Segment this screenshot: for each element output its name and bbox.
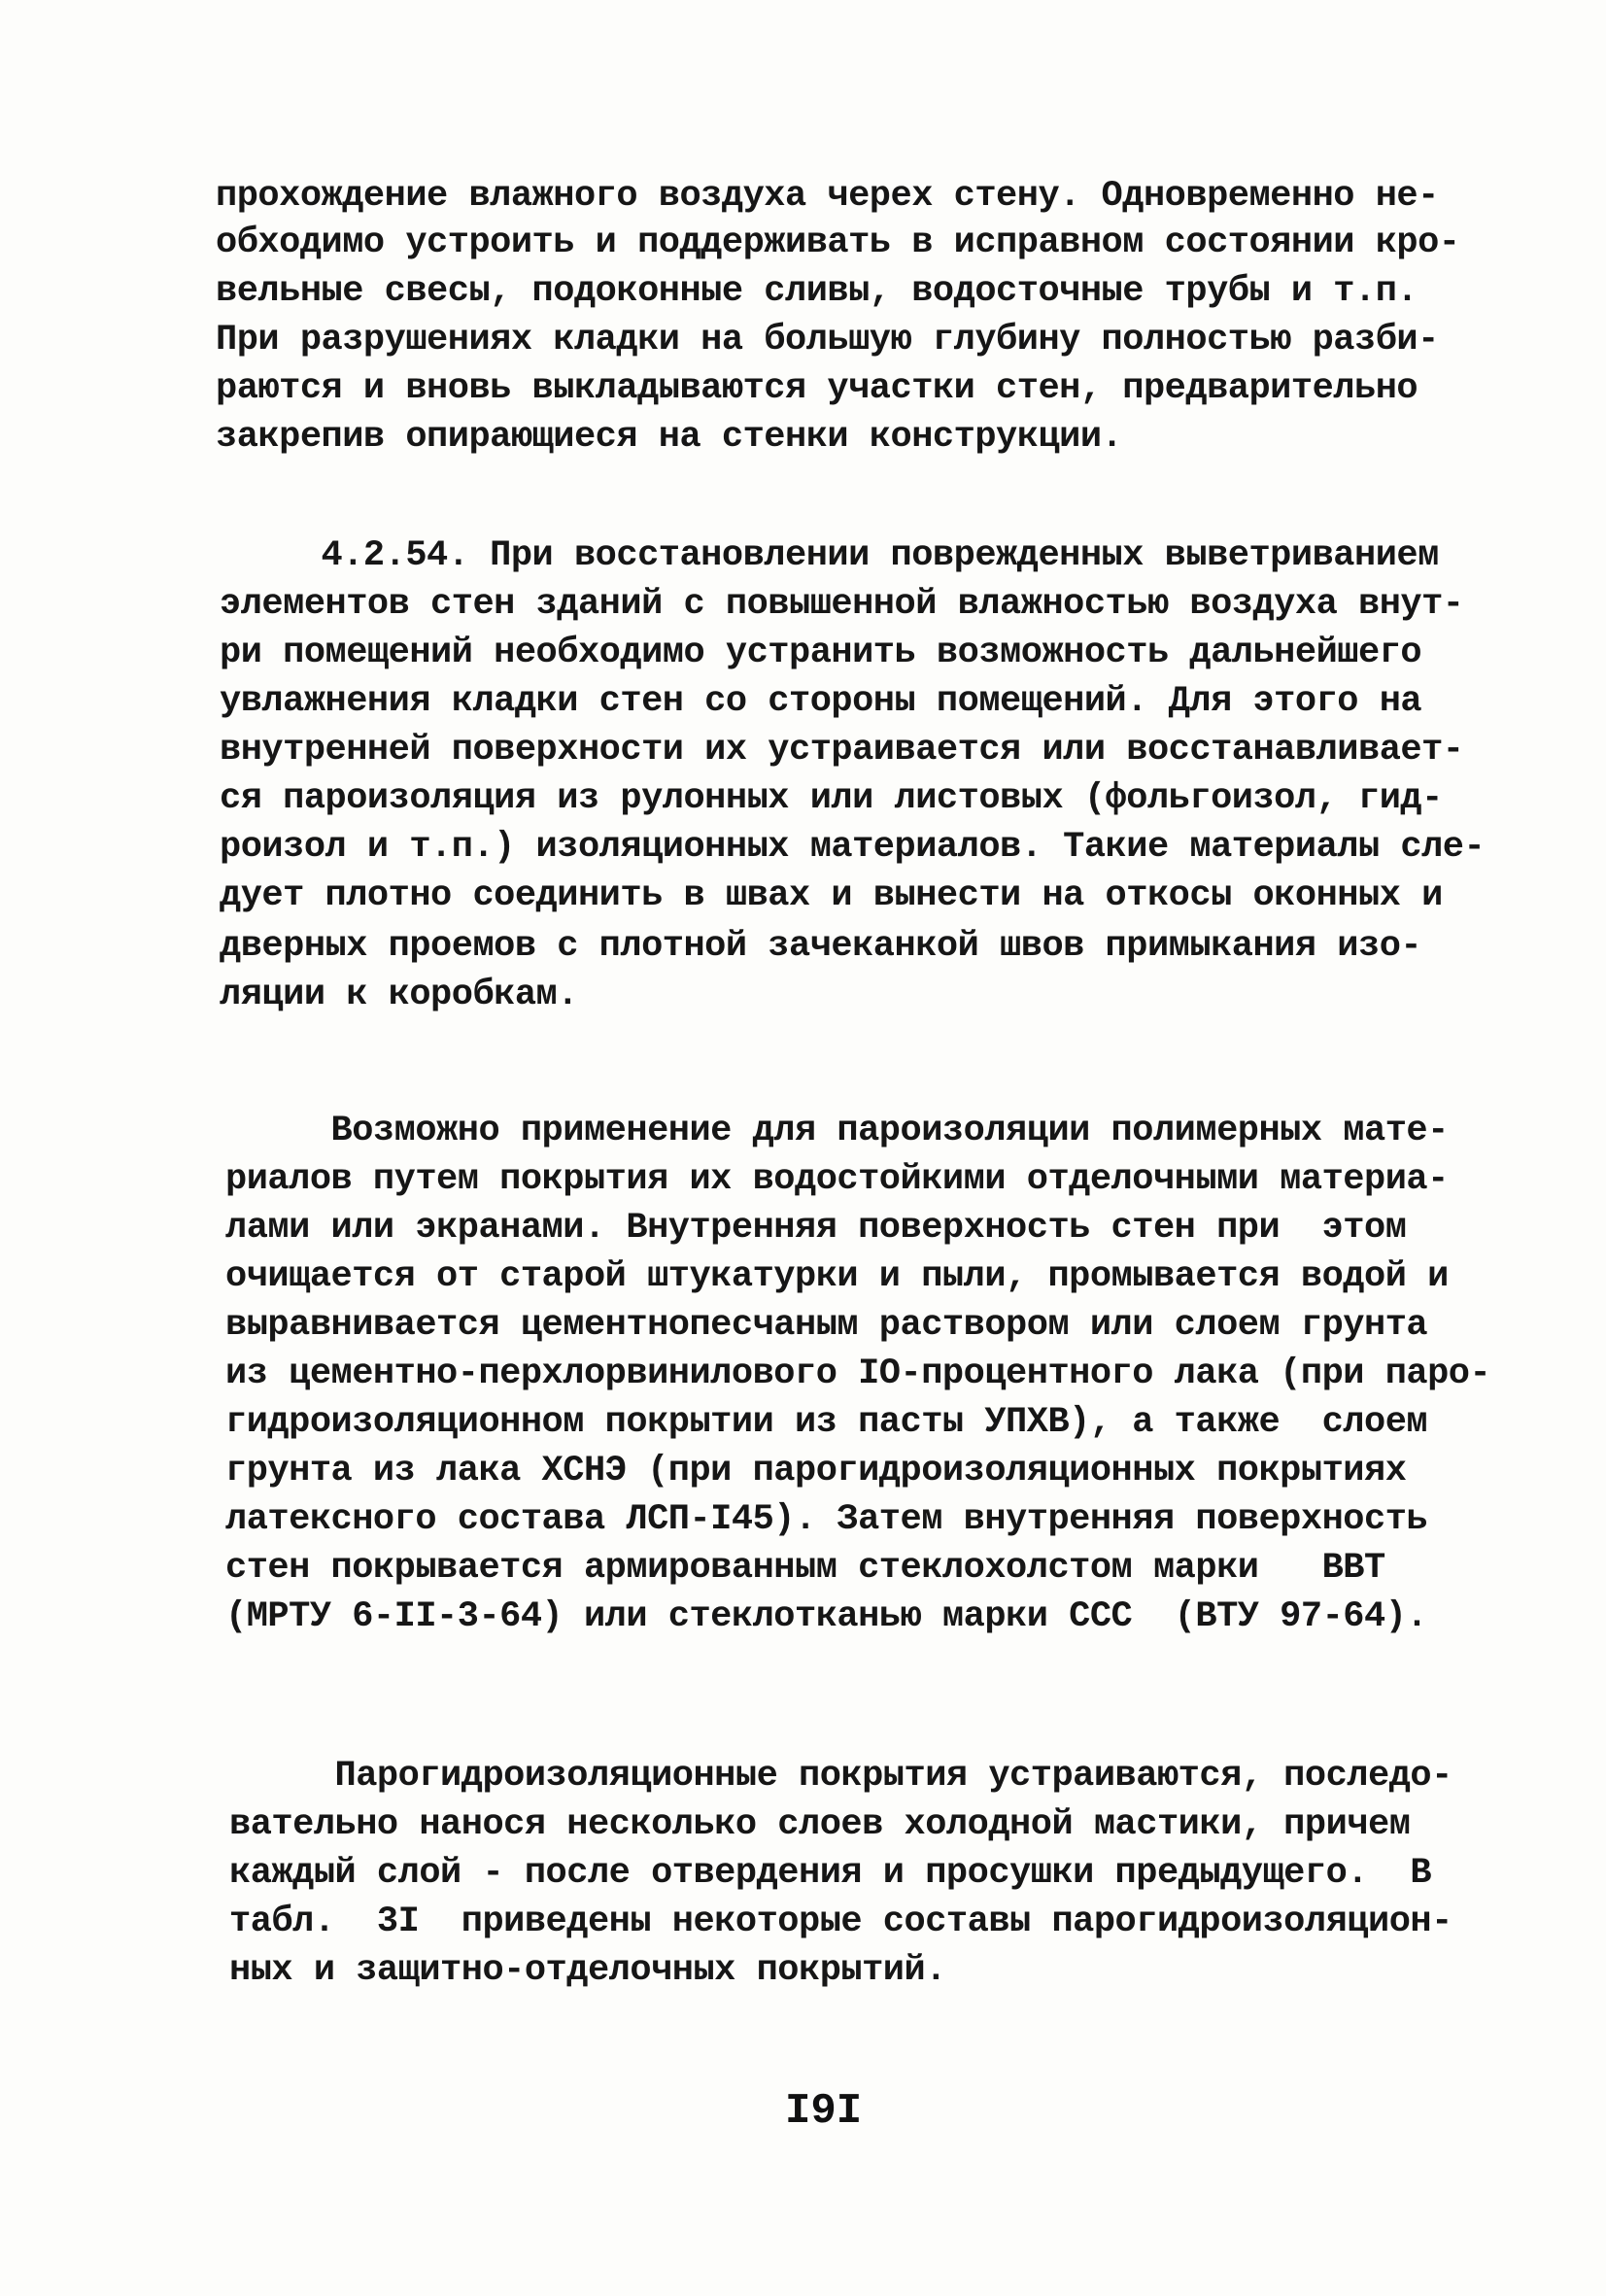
text-line: табл. 3I приведены некоторые составы парогидроизоляцион-: [229, 1902, 1452, 1942]
text-line: обходимо устроить и поддерживать в исправном состоянии кро-: [216, 223, 1460, 263]
text-line: раются и вновь выкладываются участки стен, предварительно: [216, 368, 1418, 409]
text-line: лами или экранами. Внутренняя поверхность стен при этом: [225, 1208, 1407, 1249]
text-line: гидроизоляционном покрытии из пасты УПХВ), а также слоем: [225, 1402, 1428, 1443]
text-line: (МРТУ 6-II-3-64) или стеклотканью марки ССС (ВТУ 97-64).: [225, 1596, 1428, 1637]
text-line: риалов путем покрытия их водостойкими отделочными материа-: [225, 1159, 1449, 1200]
text-line: каждый слой - после отвердения и просушки предыдущего. В: [229, 1853, 1432, 1894]
text-line: элементов стен зданий с повышенной влажностью воздуха внут-: [220, 584, 1464, 625]
text-line: вельные свесы, подоконные сливы, водосточные трубы и т.п.: [216, 271, 1418, 312]
text-line: латексного состава ЛСП-I45). Затем внутренняя поверхность: [225, 1499, 1428, 1540]
text-line: закрепив опирающиеся на стенки конструкции.: [216, 417, 1123, 458]
text-line: ных и защитно-отделочных покрытий.: [229, 1950, 946, 1991]
page-number: I9I: [785, 2087, 863, 2136]
text-line: прохождение влажного воздуха черех стену. Одновременно не-: [216, 176, 1439, 217]
text-line: внутренней поверхности их устраивается или восстанавливает-: [220, 730, 1464, 771]
text-line: ляции к коробкам.: [220, 975, 578, 1015]
text-line: из цементно-перхлорвинилового IO-процентного лака (при паро-: [225, 1354, 1491, 1394]
text-line: Парогидроизоляционные покрытия устраиваются, последо-: [229, 1756, 1452, 1797]
text-line: грунта из лака ХСНЭ (при парогидроизоляционных покрытиях: [225, 1451, 1407, 1491]
text-line: При разрушениях кладки на большую глубину полностью разби-: [216, 320, 1439, 360]
text-line: вательно нанося несколько слоев холодной мастики, причем: [229, 1804, 1411, 1845]
text-line: выравнивается цементнопесчаным раствором или слоем грунта: [225, 1305, 1428, 1346]
text-line: 4.2.54. При восстановлении поврежденных выветриванием: [216, 535, 1439, 576]
text-line: очищается от старой штукатурки и пыли, промывается водой и: [225, 1256, 1449, 1297]
text-line: стен покрывается армированным стеклохолстом марки ВВТ: [225, 1548, 1385, 1589]
text-line: увлажнения кладки стен со стороны помещений. Для этого на: [220, 681, 1422, 722]
text-line: дверных проемов с плотной зачеканкой швов примыкания изо-: [220, 926, 1422, 967]
text-line: ри помещений необходимо устранить возможность дальнейшего: [220, 633, 1422, 673]
text-line: Возможно применение для пароизоляции полимерных мате-: [225, 1111, 1449, 1151]
text-line: дует плотно соединить в швах и вынести на откосы оконных и: [220, 875, 1443, 916]
text-line: роизол и т.п.) изоляционных материалов. Такие материалы сле-: [220, 827, 1486, 868]
text-line: ся пароизоляция из рулонных или листовых (фольгоизол, гид-: [220, 778, 1443, 819]
